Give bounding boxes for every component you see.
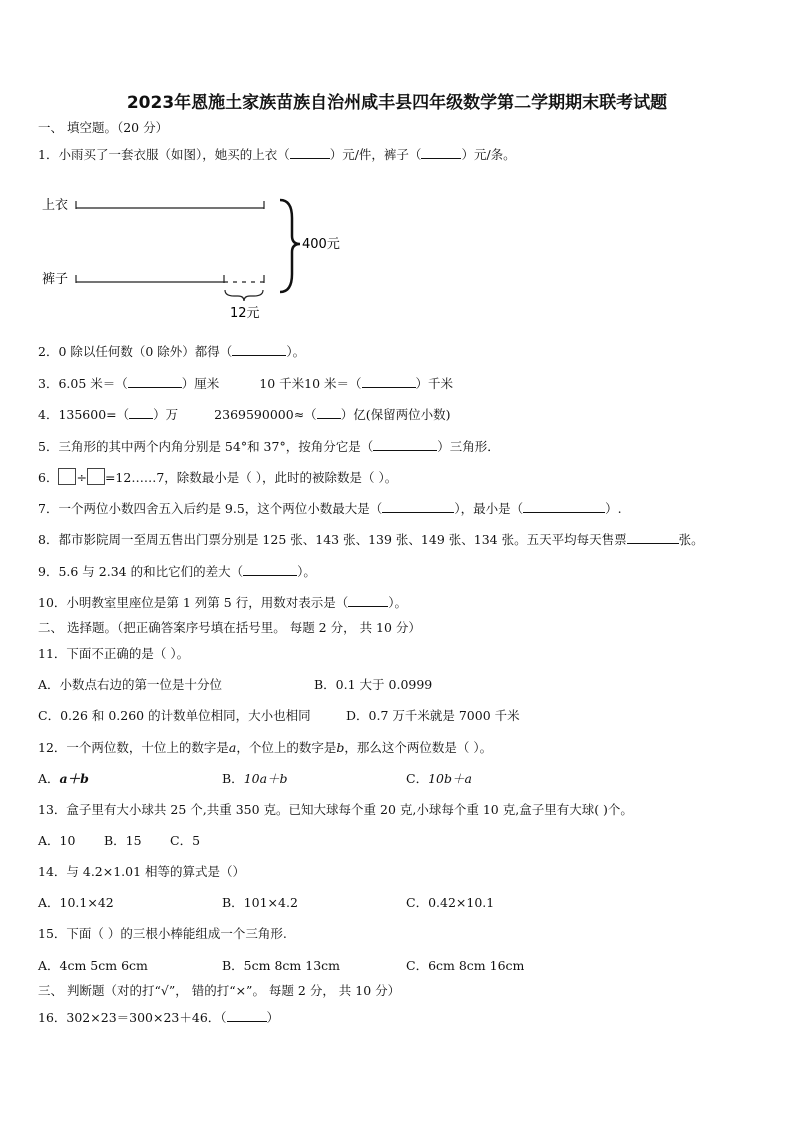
q16-answer-blank[interactable] xyxy=(227,1009,267,1022)
q12-option-a[interactable] xyxy=(38,771,89,787)
q4-text-c: 2369590000≈（ xyxy=(214,407,317,422)
question-7 xyxy=(38,500,622,517)
question-1 xyxy=(38,146,516,163)
q3-text-c: 10 千米10 米＝（ xyxy=(259,376,362,391)
page-title: 2023年恩施土家族苗族自治州咸丰县四年级数学第二学期期末联考试题 xyxy=(126,93,668,113)
q12-option-c-label: C． xyxy=(406,771,429,786)
q6-text-a: 6． xyxy=(38,470,59,485)
clothes-price-diagram xyxy=(38,188,398,328)
q9-answer-blank[interactable] xyxy=(243,563,297,576)
difference-label: 12元 xyxy=(230,306,260,321)
question-16 xyxy=(38,1009,279,1026)
question-11-stem: 11．下面不正确的是（ ）。 xyxy=(38,646,190,661)
q12-var-b: b xyxy=(336,740,345,755)
q3-text-d: ）千米 xyxy=(415,376,454,391)
q1-text-b: ）元/件，裤子（ xyxy=(329,147,422,162)
difference-brace xyxy=(225,290,263,301)
pants-label: 裤子 xyxy=(42,272,69,287)
shirt-label: 上衣 xyxy=(42,198,69,213)
q12-option-b[interactable] xyxy=(222,771,288,787)
q4-text-d: ）亿(保留两位小数) xyxy=(340,407,451,422)
q5-text-a: 5．三角形的其中两个内角分别是 54°和 37°，按角分它是（ xyxy=(38,439,374,454)
q11-option-a[interactable]: A．小数点右边的第一位是十分位 xyxy=(38,677,223,692)
q14-option-a[interactable]: A．10.1×42 xyxy=(38,895,114,910)
q3-text-b: ）厘米 xyxy=(181,376,220,391)
question-9 xyxy=(38,563,316,580)
q12-text-c: ，那么这个两位数是（ ）。 xyxy=(344,740,493,755)
q12-option-b-label: B． xyxy=(222,771,244,786)
q6-divide-sign: ÷ xyxy=(76,470,87,485)
q4-text-b: ）万 xyxy=(153,407,179,422)
q10-text-a: 10．小明教室里座位是第 1 列第 5 行，用数对表示是（ xyxy=(38,595,349,610)
q2-text-b: ）。 xyxy=(286,344,306,359)
question-4 xyxy=(38,406,450,423)
q8-text-a: 8．都市影院周一至周五售出门票分别是 125 张、143 张、139 张、149 张、134 张。五天平均每天售票 xyxy=(38,532,627,547)
q12-text-b: ，个位上的数字是 xyxy=(236,740,337,755)
q11-option-c[interactable]: C．0.26 和 0.260 的计数单位相同，大小也相同 xyxy=(38,708,311,723)
q11-option-b[interactable]: B．0.1 大于 0.0999 xyxy=(314,677,433,692)
q10-text-b: ）。 xyxy=(388,595,407,610)
q12-option-c-expr: 10b＋a xyxy=(428,771,472,786)
question-12-stem xyxy=(38,740,492,756)
question-15-stem: 15．下面（ ）的三根小棒能组成一个三角形. xyxy=(38,926,287,941)
q5-text-b: ）三角形． xyxy=(437,439,500,454)
q5-answer-blank[interactable] xyxy=(373,438,437,451)
q7-text-c: ）. xyxy=(605,501,622,516)
q8-answer-blank[interactable] xyxy=(627,531,679,544)
q3-text-a: 3．6.05 米＝（ xyxy=(38,376,128,391)
q6-text-b: =12……7，除数最小是（ ），此时的被除数是（ ）。 xyxy=(104,470,398,485)
total-label: 400元 xyxy=(302,237,340,252)
q12-option-c[interactable] xyxy=(406,771,472,787)
q13-option-a[interactable]: A．10 xyxy=(38,833,76,848)
q1-answer-blank-pants[interactable] xyxy=(421,146,461,159)
q12-option-b-expr: 10a＋b xyxy=(243,771,288,786)
q9-text-a: 9．5.6 与 2.34 的和比它们的差大（ xyxy=(38,564,244,579)
q3-answer-blank-2[interactable] xyxy=(362,375,416,388)
question-5 xyxy=(38,438,500,455)
q12-option-a-expr: a＋b xyxy=(59,771,89,786)
section-heading-true-false: 三、 判断题（对的打“√”， 错的打“×”。 每题 2 分， 共 10 分） xyxy=(38,983,401,998)
q1-answer-blank-shirt[interactable] xyxy=(290,146,330,159)
q12-option-a-label: A． xyxy=(38,771,60,786)
q13-option-b[interactable]: B．15 xyxy=(104,833,142,848)
q7-text-a: 7．一个两位小数四舍五入后约是 9.5，这个两位小数最大是（ xyxy=(38,501,383,516)
question-10 xyxy=(38,594,407,611)
q9-text-b: ）。 xyxy=(297,564,316,579)
total-brace xyxy=(280,200,300,292)
q15-option-b[interactable]: B．5cm 8cm 13cm xyxy=(222,958,341,973)
question-14-stem: 14．与 4.2×1.01 相等的算式是（） xyxy=(38,864,246,879)
q6-divisor-box[interactable] xyxy=(87,468,105,485)
q15-option-c[interactable]: C．6cm 8cm 16cm xyxy=(406,958,525,973)
q15-option-a[interactable]: A．4cm 5cm 6cm xyxy=(38,958,148,973)
question-13-stem: 13．盒子里有大小球共 25 个,共重 350 克。已知大球每个重 20 克,小球每个重 10 克,盒子里有大球( )个。 xyxy=(38,802,633,817)
q11-option-d[interactable]: D．0.7 万千米就是 7000 千米 xyxy=(346,708,520,723)
section-heading-multiple-choice: 二、 选择题。（把正确答案序号填在括号里。 每题 2 分， 共 10 分） xyxy=(38,620,421,635)
q8-text-b: 张。 xyxy=(678,532,704,547)
q7-text-b: ），最小是（ xyxy=(454,501,524,516)
question-6 xyxy=(38,468,397,486)
question-3 xyxy=(38,375,453,392)
q16-text-b: ） xyxy=(266,1010,280,1025)
q1-text-a: 1．小雨买了一套衣服（如图），她买的上衣（ xyxy=(38,147,290,162)
q14-option-b[interactable]: B．101×4.2 xyxy=(222,895,298,910)
q7-answer-blank-max[interactable] xyxy=(382,500,454,513)
q7-answer-blank-min[interactable] xyxy=(523,500,605,513)
q12-text-a: 12．一个两位数，十位上的数字是 xyxy=(38,740,229,755)
q6-dividend-box[interactable] xyxy=(58,468,76,485)
q3-answer-blank-1[interactable] xyxy=(128,375,182,388)
q4-answer-blank-1[interactable] xyxy=(129,406,153,419)
q4-answer-blank-2[interactable] xyxy=(317,406,341,419)
q16-text-a: 16．302×23＝300×23＋46．（ xyxy=(38,1010,227,1025)
question-8 xyxy=(38,531,704,548)
q14-option-c[interactable]: C．0.42×10.1 xyxy=(406,895,495,910)
q12-var-a: a xyxy=(228,740,237,755)
q13-option-c[interactable]: C．5 xyxy=(170,833,201,848)
q1-text-c: ）元/条。 xyxy=(461,147,516,162)
q2-text-a: 2．0 除以任何数（0 除外）都得（ xyxy=(38,344,233,359)
question-2 xyxy=(38,343,305,360)
q4-text-a: 4．135600=（ xyxy=(38,407,130,422)
q10-answer-blank[interactable] xyxy=(348,594,388,607)
section-heading-fill-blank: 一、 填空题。（20 分） xyxy=(38,120,169,135)
q2-answer-blank[interactable] xyxy=(232,343,286,356)
